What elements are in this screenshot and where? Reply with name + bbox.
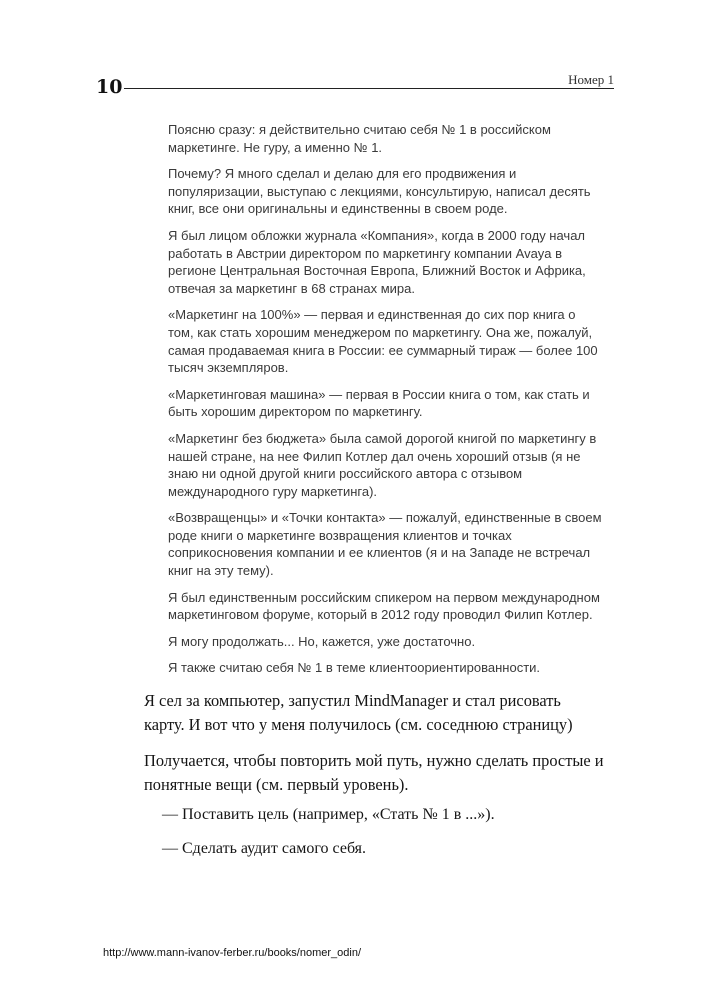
footer-url[interactable]: http://www.mann-ivanov-ferber.ru/books/nomer_odin/ xyxy=(103,947,362,959)
running-title: Номер 1 xyxy=(568,72,614,87)
quote-paragraph: Я был единственным российским спикером на первом международном маркетинговом форуме, который в 2012 году проводил Филип Котлер. xyxy=(168,589,600,623)
quote-paragraph: Я также считаю себя № 1 в теме клиентоориентированности. xyxy=(168,660,541,676)
quote-paragraph: Я был лицом обложки журнала «Компания», когда в 2000 году начал работать в Австрии директором по маркетингу компании Avaya в регионе Центральная Восточная Европа, Ближний Восток и Африка, отвечая за маркетинг в 68 странах мира. xyxy=(168,227,586,296)
main-body-text xyxy=(144,689,604,809)
page-header xyxy=(96,72,614,102)
sidebar-quote-block xyxy=(168,121,604,686)
dash-list xyxy=(162,803,602,871)
quote-paragraph: Почему? Я много сделал и делаю для его продвижения и популяризации, выступаю с лекциями, консультирую, написал десять книг, все они оригинальны и единственны в своем роде. xyxy=(168,166,591,217)
page-number: 10 xyxy=(96,76,123,98)
header-rule xyxy=(124,88,614,89)
quote-paragraph: «Маркетинг на 100%» — первая и единственная до сих пор книга о том, как стать хорошим менеджером по маркетингу. Она же, пожалуй, самая продаваемая книга в России: ее суммарный тираж — более 100 тысяч экземпляров. xyxy=(168,307,598,376)
body-paragraph: Получается, чтобы повторить мой путь, нужно сделать простые и понятные вещи (см. первый уровень). xyxy=(144,751,604,794)
quote-paragraph: «Маркетинговая машина» — первая в России книга о том, как стать и быть хорошим директором по маркетингу. xyxy=(168,386,590,420)
quote-paragraph: Поясню сразу: я действительно считаю себя № 1 в российском маркетинге. Не гуру, а именно № 1. xyxy=(168,122,551,155)
quote-paragraph: Я могу продолжать... Но, кажется, уже достаточно. xyxy=(168,633,476,649)
list-item: — Сделать аудит самого себя. xyxy=(162,840,367,857)
list-item: — Поставить цель (например, «Стать № 1 в ...»). xyxy=(162,806,495,823)
quote-paragraph: «Возвращенцы» и «Точки контакта» — пожалуй, единственные в своем роде книги о маркетинге возвращения клиентов и точках соприкосновения компании и ее клиентов (я и на Западе не встречал книг на эту тему). xyxy=(168,510,602,579)
quote-paragraph: «Маркетинг без бюджета» была самой дорогой книгой по маркетингу в нашей стране, на нее Филип Котлер дал очень хороший отзыв (я не знаю ни одной другой книги российского автора с отзывом международного гуру маркетинга). xyxy=(168,430,597,499)
body-paragraph: Я сел за компьютер, запустил MindManager и стал рисовать карту. И вот что у меня получилось (см. соседнюю страницу) xyxy=(144,691,573,734)
